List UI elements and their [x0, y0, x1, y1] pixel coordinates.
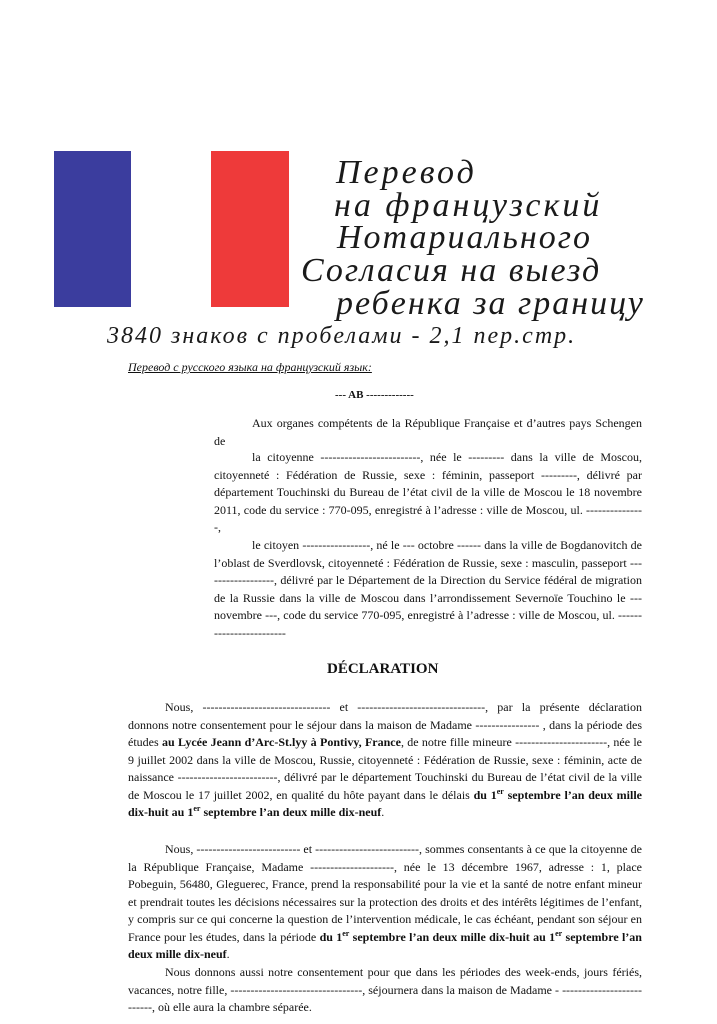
title-line-3: Нотариального: [337, 219, 592, 256]
father-paragraph: le citoyen -----------------, né le --- octobre ------ dans la ville de Bogdanovitch de l’oblast de Sverdlovsk, citoyenneté : Fédération de Russie, sexe : masculin, passeport ------------------, délivré par le Département de la Direction du Service fédéral de migration de la Russie dans la ville de Moscou dans l’arrondissement Severnoïe Touchino le --- novembre ---, code du service 770-095, enregistré à l’adresse : ville de Moscou, ul. ------------------------: [214, 538, 642, 640]
addressee-paragraph: [214, 415, 642, 450]
ab-line: --- AB -------------: [335, 389, 414, 401]
declaration-paragraph-3: Nous donnons aussi notre consentement pour que dans les périodes des week-ends, jours fériés, vacances, notre fille, ---------------------------------, séjournera dans la maison de Madame - --------------------------, où elle aura la chambre séparée.: [128, 965, 642, 1014]
title-line-2: на французский: [334, 187, 603, 224]
declaration-paragraph-1: Nous, -------------------------------- et --------------------------------, par la présente déclaration donnons notre consentement pour le séjour dans la maison de Madame ---------------- , dans la période des études au Lycée Jeann d’Arc-St.lyy à Pontivy, France, de notre fille mineure -----------------------, née le 9 juillet 2002 dans la ville de Moscou, Russie, citoyenneté : Fédération de Russie, sexe : féminin, acte de naissance -------------------------, délivré par le département Touchinski du Bureau de l’état civil de la ville de Moscou le 17 juillet 2002, en qualité du hôte payant dans le délais du 1er septembre l’an deux mille dix-huit au 1er septembre l’an deux mille dix-neuf.: [128, 700, 643, 819]
translation-note: Перевод с русского языка на французский язык:: [128, 360, 372, 374]
pricing-line: 3840 знаков с пробелами - 2,1 пер.стр.: [107, 323, 577, 349]
flag-blue-stripe: [54, 151, 131, 307]
addressee-text: Aux organes compétents de la République Française et d’autres pays Schengen de: [214, 416, 642, 448]
title-line-1: Перевод: [336, 154, 477, 191]
mother-paragraph: la citoyenne -------------------------, née le --------- dans la ville de Moscou, citoyenneté : Fédération de Russie, sexe : féminin, passeport ---------, délivré par département Touchinski du Bureau de l’état civil de la ville de Moscou le 18 novembre 2011, code du service : 770-095, enregistré à l’adresse : ville de Moscou, ul. ---------------,: [214, 450, 642, 534]
declaration-title: DÉCLARATION: [327, 661, 439, 677]
title-line-4: Согласия на выезд: [301, 252, 602, 289]
declaration-paragraph-2: Nous, -------------------------- et --------------------------, sommes consentants à ce que la citoyenne de la République Française, Madame ---------------------, née le 13 décembre 1967, adresse : 1, place Pobeguin, 56480, Gleguerec, France, prend la responsabilité pour la vie et la santé de notre enfant mineur et prendrait toutes les décisions nécessaires sur la protection des droits et des intérêts légitimes de l’enfant, y compris sur ce qui concerne la question de l’intervention médicale, le cas échéant, pendant son séjour en France pour les études, dans la période du 1er septembre l’an deux mille dix-huit au 1er septembre l’an deux mille dix-neuf.: [128, 842, 642, 961]
flag-red-stripe: [211, 151, 289, 307]
title-line-5: ребенка за границу: [336, 285, 645, 322]
